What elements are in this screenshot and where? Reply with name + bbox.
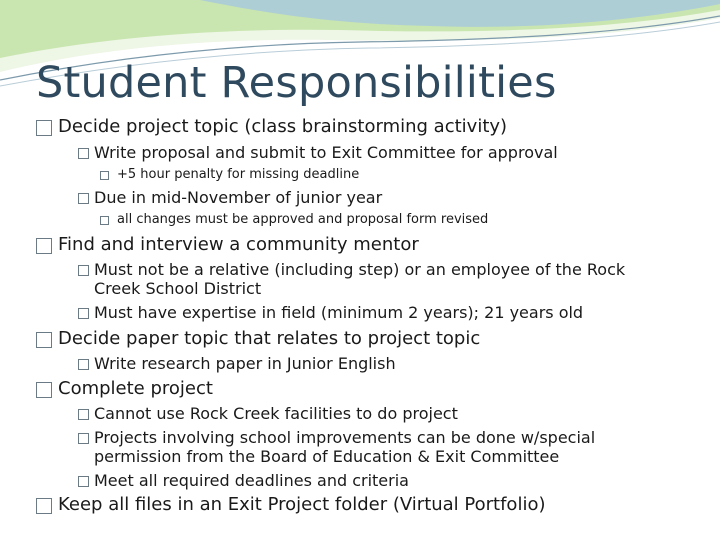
- bullet-text: Decide paper topic that relates to project topic: [58, 328, 481, 349]
- bullet-text: Keep all files in an Exit Project folder (Virtual Portfolio): [58, 494, 546, 515]
- bullet-continuation: [78, 447, 559, 466]
- bullet-box-icon: [100, 216, 109, 225]
- bullet-item: [36, 234, 419, 255]
- bullet-item: [100, 212, 488, 227]
- bullet-item: [100, 167, 359, 182]
- bullet-box-icon: [78, 433, 89, 444]
- bullet-item: [78, 471, 409, 490]
- bullet-text: Must have expertise in field (minimum 2 years); 21 years old: [94, 303, 584, 322]
- bullet-box-icon: [78, 476, 89, 487]
- bullet-text: Projects involving school improvements can be done w/special: [94, 428, 596, 447]
- bullet-box-icon: [78, 148, 89, 159]
- bullet-text: all changes must be approved and proposal form revised: [117, 212, 489, 227]
- bullet-box-icon: [78, 308, 89, 319]
- bullet-box-icon: [36, 498, 52, 514]
- bullet-text: Find and interview a community mentor: [58, 234, 419, 255]
- bullet-text: Write proposal and submit to Exit Committee for approval: [94, 143, 558, 162]
- bullet-text: Decide project topic (class brainstorming activity): [58, 116, 508, 137]
- bullet-text: Must not be a relative (including step) or an employee of the Rock: [94, 260, 626, 279]
- bullet-box-icon: [36, 238, 52, 254]
- bullet-text: Write research paper in Junior English: [94, 354, 396, 373]
- bullet-text: Creek School District: [94, 279, 262, 298]
- bullet-text: Cannot use Rock Creek facilities to do project: [94, 404, 458, 423]
- bullet-item: [78, 428, 595, 447]
- bullet-item: [78, 260, 625, 279]
- bullet-box-icon: [36, 382, 52, 398]
- slide-title: Student Responsibilities: [36, 58, 557, 108]
- bullet-text: +5 hour penalty for missing deadline: [117, 167, 360, 182]
- bullet-box-icon: [78, 265, 89, 276]
- bullet-item: [78, 188, 382, 207]
- bullet-item: [36, 378, 213, 399]
- bullet-item: [36, 494, 545, 515]
- bullet-item: [78, 143, 558, 162]
- bullet-box-icon: [78, 359, 89, 370]
- bullet-box-icon: [78, 193, 89, 204]
- bullet-item: [78, 354, 396, 373]
- bullet-text: Complete project: [58, 378, 213, 399]
- bullet-text: Due in mid-November of junior year: [94, 188, 383, 207]
- bullet-item: [78, 404, 458, 423]
- bullet-box-icon: [36, 120, 52, 136]
- bullet-item: [78, 303, 583, 322]
- bullet-text: Meet all required deadlines and criteria: [94, 471, 409, 490]
- bullet-continuation: [78, 279, 261, 298]
- bullet-item: [36, 116, 507, 137]
- bullet-box-icon: [78, 409, 89, 420]
- bullet-item: [36, 328, 480, 349]
- bullet-box-icon: [36, 332, 52, 348]
- bullet-box-icon: [100, 171, 109, 180]
- bullet-text: permission from the Board of Education & Exit Committee: [94, 447, 560, 466]
